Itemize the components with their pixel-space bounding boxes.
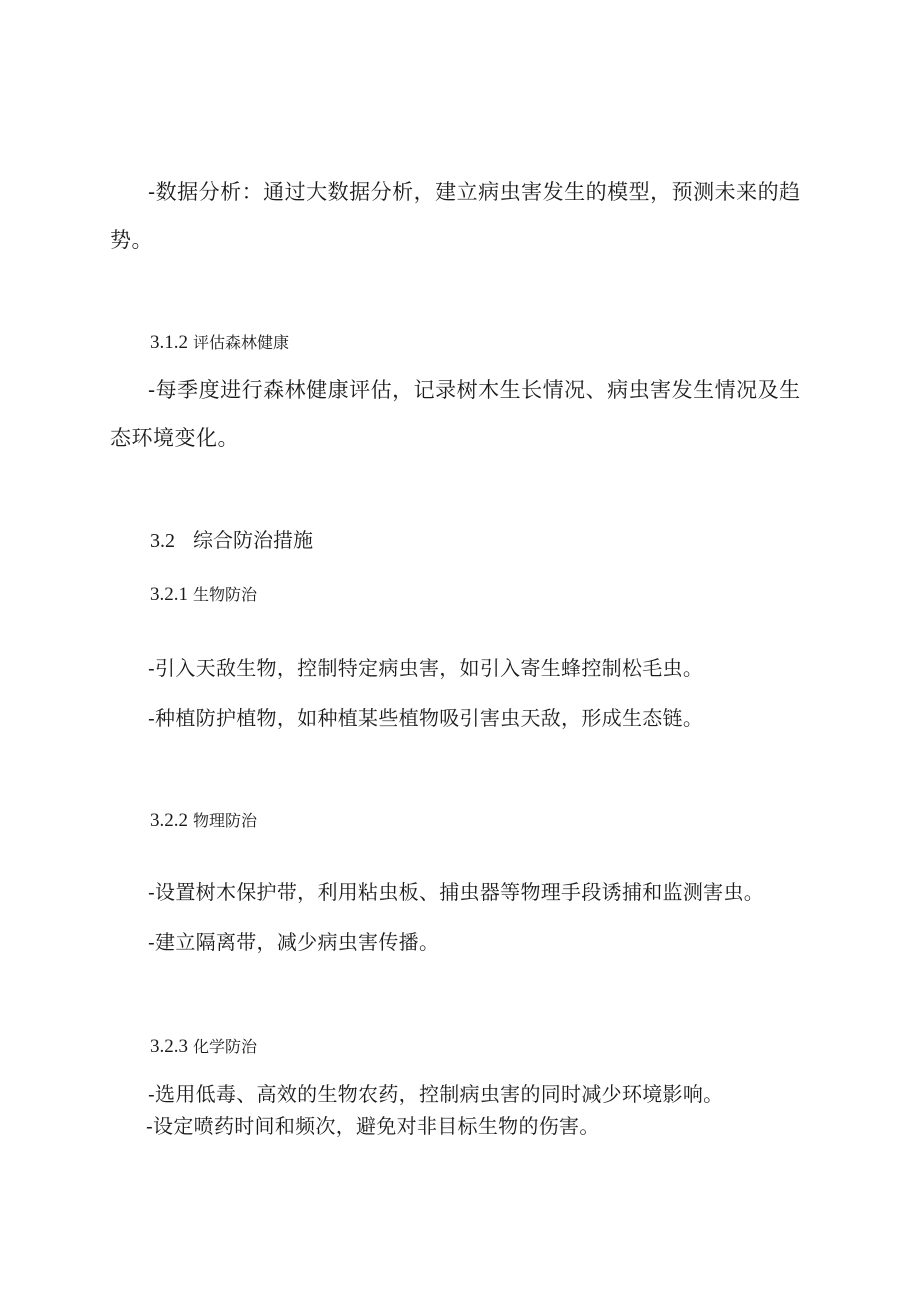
heading-number: 3.2 [150, 530, 175, 552]
heading-title: 综合防治措施 [193, 528, 313, 552]
heading-number: 3.2.3 [150, 1036, 188, 1057]
list-item-chem-1: -选用低毒、高效的生物农药，控制病虫害的同时减少环境影响。 [148, 1082, 724, 1106]
heading-title: 化学防治 [193, 1037, 258, 1056]
heading-3-1-2 [150, 330, 289, 354]
heading-title: 物理防治 [193, 811, 258, 830]
paragraph-data-analysis: -数据分析：通过大数据分析，建立病虫害发生的模型，预测未来的趋势。 [110, 180, 801, 252]
list-item-phys-2: -建立隔离带，减少病虫害传播。 [148, 930, 440, 954]
heading-3-2-2 [150, 808, 257, 832]
heading-number: 3.2.1 [150, 584, 188, 605]
list-item-bio-2: -种植防护植物，如种植某些植物吸引害虫天敌，形成生态链。 [148, 706, 704, 730]
paragraph-forest-health: -每季度进行森林健康评估，记录树木生长情况、病虫害发生情况及生态环境变化。 [110, 378, 801, 450]
heading-number: 3.1.2 [150, 332, 188, 353]
list-item-phys-1: -设置树木保护带，利用粘虫板、捕虫器等物理手段诱捕和监测害虫。 [148, 880, 765, 904]
heading-title: 生物防治 [193, 585, 258, 604]
heading-3-2-1 [150, 582, 257, 606]
heading-title: 评估森林健康 [193, 333, 290, 352]
heading-number: 3.2.2 [150, 810, 188, 831]
list-item-chem-2: -设定喷药时间和频次，避免对非目标生物的伤害。 [146, 1114, 600, 1138]
heading-3-2 [150, 524, 313, 553]
heading-3-2-3 [150, 1034, 257, 1058]
list-item-bio-1: -引入天敌生物，控制特定病虫害，如引入寄生蜂控制松毛虫。 [148, 656, 704, 680]
